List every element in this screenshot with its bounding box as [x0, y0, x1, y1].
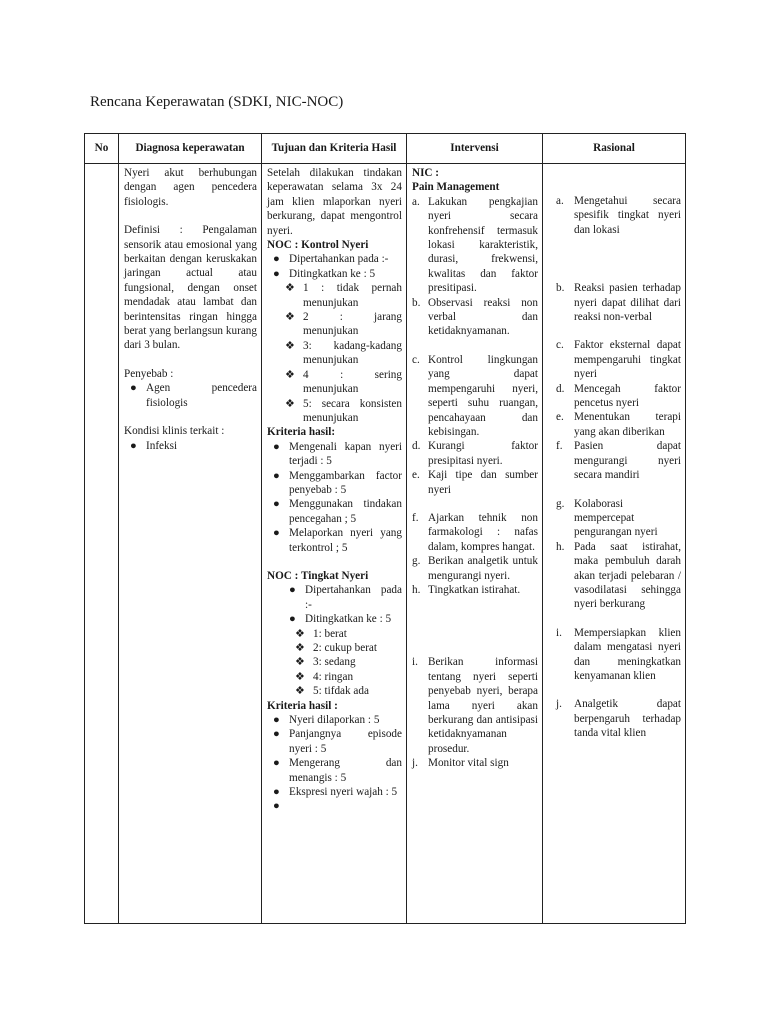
- list-item: [267, 339, 402, 368]
- list-item: [267, 713, 402, 727]
- intervensi-item: Berikan informasi tentang nyeri seperti penyebab nyeri, berapa lama nyeri akan berkurang dan antisipasi ketidaknyamanan prosedur.: [428, 656, 538, 755]
- rasional-item: Analgetik dapat berpengaruh terhadap tanda vital klien: [574, 698, 681, 740]
- intervensi-item: Kurangi faktor presipitasi nyeri.: [428, 440, 538, 467]
- diamond-bullet-icon: ❖: [285, 311, 296, 324]
- bullet-icon: ●: [273, 527, 280, 540]
- list-item: [267, 785, 402, 799]
- list-item: [548, 382, 681, 411]
- kriteria-item: Melaporkan nyeri yang terkontrol ; 5: [289, 527, 402, 554]
- list-item: [548, 439, 681, 482]
- bullet-icon: ●: [273, 800, 280, 813]
- scale-item: 1: berat: [313, 627, 347, 640]
- list-item: [412, 195, 538, 296]
- diamond-bullet-icon: ❖: [295, 685, 306, 698]
- diamond-bullet-icon: ❖: [295, 642, 306, 654]
- item-marker: d.: [556, 382, 565, 395]
- kriteria-hasil-title: Kriteria hasil:: [267, 426, 336, 439]
- list-item: [412, 439, 538, 468]
- list-item: [412, 554, 538, 583]
- noc-kontrol-nyeri-title: NOC : Kontrol Nyeri: [267, 239, 369, 252]
- scale-item: 2 : jarang menunjukan: [303, 311, 402, 338]
- list-item: [267, 310, 402, 339]
- rasional-item: Pada saat istirahat, maka pembuluh darah akan terjadi pelebaran / vasodilatasi sehingga nyeri berkurang: [574, 540, 681, 611]
- list-item: [124, 381, 257, 410]
- bullet-icon: ●: [289, 613, 296, 626]
- item-marker: a.: [412, 195, 420, 208]
- cell-no: [85, 164, 119, 924]
- bullet-icon: ●: [273, 786, 280, 799]
- list-item: [412, 655, 538, 756]
- list-item: [267, 368, 402, 397]
- scale-item: 5: secara konsisten menunjukan: [303, 397, 402, 424]
- intervensi-item: Observasi reaksi non verbal dan ketidaknyamanan.: [428, 296, 538, 338]
- intervensi-item: Kontrol lingkungan yang dapat mempengaruhi nyeri, seperti suhu ruangan, pencahayaan dan kebisingan.: [428, 353, 538, 438]
- list-item: [267, 526, 402, 555]
- list-item: [267, 727, 402, 756]
- list-item: [412, 353, 538, 439]
- kriteria-item: Panjangnya episode nyeri : 5: [289, 728, 402, 755]
- item-marker: i.: [412, 656, 418, 669]
- kriteria-item: [289, 799, 402, 813]
- cell-diagnosa: [119, 164, 262, 924]
- diagnosa-statement: Nyeri akut berhubungan dengan agen pencedera fisiologis.: [124, 167, 257, 208]
- rasional-item: Mengetahui secara spesifik tingkat nyeri dan lokasi: [574, 195, 681, 236]
- list-item: [267, 469, 402, 498]
- list-item: [548, 410, 681, 439]
- list-item: [412, 468, 538, 497]
- diagnosa-definition: Definisi : Pengalaman sensorik atau emosional yang berkaitan dengan keruskakan jaringan actual atau fungsional, dengan onset mendadak atau lambat dan berintensitas ringan hingga berat yang berlangsun kurang dari 3 bulan.: [124, 224, 257, 352]
- item-marker: g.: [556, 497, 565, 510]
- list-item: [267, 627, 402, 641]
- kriteria-item: Mengenali kapan nyeri terjadi : 5: [289, 440, 402, 468]
- nic-title: NIC :: [412, 167, 440, 179]
- list-item: [548, 281, 681, 324]
- bullet-icon: ●: [273, 267, 280, 280]
- list-item: [267, 440, 402, 469]
- list-item: [548, 697, 681, 740]
- list-item: [548, 194, 681, 237]
- list-item: [267, 641, 402, 655]
- intervensi-item: Monitor vital sign: [428, 757, 509, 770]
- rasional-item: Menentukan terapi yang akan diberikan: [574, 411, 681, 438]
- diamond-bullet-icon: ❖: [295, 627, 306, 640]
- bullet-icon: ●: [130, 439, 137, 452]
- bullet-icon: ●: [273, 253, 280, 266]
- list-item: [267, 799, 402, 813]
- kriteria-item: Menggambarkan factor penyebab : 5: [289, 469, 402, 496]
- scale-item: 4 : sering menunjukan: [303, 368, 402, 396]
- rasional-item: Kolaborasi mempercepat pengurangan nyeri: [574, 497, 658, 539]
- intervensi-item: Kaji tipe dan sumber nyeri: [428, 469, 538, 496]
- bullet-icon: ●: [273, 440, 280, 453]
- item-marker: h.: [556, 540, 565, 553]
- diamond-bullet-icon: ❖: [285, 397, 296, 410]
- list-item: [548, 338, 681, 381]
- list-item: [267, 583, 402, 612]
- list-item: [267, 756, 402, 785]
- scale-item: 2: cukup berat: [313, 642, 377, 654]
- item-marker: a.: [556, 195, 564, 207]
- item-marker: f.: [556, 440, 563, 453]
- item-marker: g.: [412, 555, 421, 568]
- cell-rasional: [543, 164, 686, 924]
- list-item: [267, 397, 402, 426]
- item-marker: d.: [412, 440, 421, 453]
- noc2-ditingkatkan: Ditingkatkan ke : 5: [305, 613, 392, 626]
- bullet-icon: ●: [273, 714, 280, 727]
- item-marker: e.: [412, 469, 420, 482]
- scale-item: 3: sedang: [313, 656, 356, 669]
- cell-intervensi: [407, 164, 543, 924]
- list-item: [267, 670, 402, 684]
- tujuan-intro: Setelah dilakukan tindakan keperawatan selama 3x 24 jam klien mlaporkan nyeri berkurang, dapat mengontrol nyeri.: [267, 167, 402, 237]
- kriteria-item: Mengerang dan menangis : 5: [289, 757, 402, 784]
- kriteria-item: Menggunakan tindakan pencegahan ; 5: [289, 498, 402, 525]
- list-item: [124, 439, 257, 453]
- item-marker: j.: [412, 757, 418, 770]
- intervensi-item: Tingkatkan istirahat.: [428, 583, 521, 596]
- cell-tujuan: [262, 164, 407, 924]
- kriteria-item: Ekspresi nyeri wajah : 5: [289, 786, 398, 799]
- rasional-item: Faktor eksternal dapat mempengaruhi tingkat nyeri: [574, 339, 681, 381]
- header-tujuan: Tujuan dan Kriteria Hasil: [262, 134, 407, 164]
- intervensi-item: Ajarkan tehnik non farmakologi : nafas dalam, kompres hangat.: [428, 511, 538, 553]
- diamond-bullet-icon: ❖: [285, 282, 296, 295]
- list-item: [412, 296, 538, 339]
- page-title: Rencana Keperawatan (SDKI, NIC-NOC): [90, 94, 344, 110]
- rasional-item: Mencegah faktor pencetus nyeri: [574, 382, 681, 410]
- kondisi-label: Kondisi klinis terkait :: [124, 425, 225, 438]
- item-marker: c.: [412, 353, 420, 366]
- intervensi-item: Berikan analgetik untuk mengurangi nyeri.: [428, 555, 538, 582]
- item-marker: j.: [556, 698, 562, 711]
- list-item: [267, 252, 402, 266]
- penyebab-item: Agen pencedera fisiologis: [146, 382, 257, 409]
- header-diagnosa: Diagnosa keperawatan: [119, 134, 262, 164]
- list-item: [267, 497, 402, 526]
- noc1-ditingkatkan: Ditingkatkan ke : 5: [289, 267, 376, 280]
- noc1-dipertahankan: Dipertahankan pada :-: [289, 253, 389, 266]
- scale-item: 1 : tidak pernah menunjukan: [303, 282, 402, 309]
- bullet-icon: ●: [273, 728, 280, 741]
- list-item: [267, 684, 402, 698]
- list-item: [412, 583, 538, 597]
- list-item: [267, 655, 402, 669]
- care-plan-table: [84, 133, 686, 924]
- bullet-icon: ●: [130, 382, 137, 395]
- diamond-bullet-icon: ❖: [285, 339, 296, 352]
- list-item: [412, 511, 538, 554]
- bullet-icon: ●: [273, 757, 280, 770]
- list-item: [267, 612, 402, 626]
- kondisi-item: Infeksi: [146, 439, 178, 452]
- rasional-item: Reaksi pasien terhadap nyeri dapat dilihat dari reaksi non-verbal: [574, 282, 681, 324]
- table-row: [85, 164, 686, 924]
- noc2-dipertahankan: Dipertahankan pada :-: [305, 584, 402, 611]
- intervensi-item: Lakukan pengkajian nyeri secara konfrehensif termasuk lokasi karakteristik, durasi, frekwensi, kwalitas dan faktor presitipasi.: [428, 195, 538, 295]
- item-marker: c.: [556, 339, 564, 352]
- kriteria-hasil-title: Kriteria hasil :: [267, 699, 338, 712]
- table-header-row: [85, 134, 686, 164]
- list-item: [412, 756, 538, 770]
- item-marker: b.: [412, 296, 421, 309]
- list-item: [548, 540, 681, 612]
- list-item: [267, 267, 402, 281]
- item-marker: i.: [556, 626, 562, 639]
- scale-item: 3: kadang-kadang menunjukan: [303, 339, 402, 367]
- header-intervensi: Intervensi: [407, 134, 543, 164]
- item-marker: f.: [412, 511, 419, 524]
- bullet-icon: ●: [273, 498, 280, 511]
- scale-item: 4: ringan: [313, 670, 354, 683]
- diamond-bullet-icon: ❖: [295, 670, 306, 683]
- header-no: No: [85, 134, 119, 164]
- list-item: [548, 497, 681, 540]
- bullet-icon: ●: [289, 584, 296, 597]
- rasional-item: Mempersiapkan klien dalam mengatasi nyeri dan meningkatkan kenyamanan klien: [574, 626, 681, 682]
- noc-tingkat-nyeri-title: NOC : Tingkat Nyeri: [267, 569, 369, 582]
- kriteria-item: Nyeri dilaporkan : 5: [289, 714, 380, 727]
- diamond-bullet-icon: ❖: [295, 656, 306, 669]
- rasional-item: Pasien dapat mengurangi nyeri secara mandiri: [574, 440, 681, 482]
- scale-item: 5: tifdak ada: [313, 685, 369, 698]
- list-item: [548, 626, 681, 684]
- nic-subtitle: Pain Management: [412, 181, 500, 194]
- item-marker: b.: [556, 282, 565, 295]
- penyebab-label: Penyebab :: [124, 367, 174, 380]
- item-marker: e.: [556, 411, 564, 424]
- bullet-icon: ●: [273, 469, 280, 482]
- item-marker: h.: [412, 583, 421, 596]
- diamond-bullet-icon: ❖: [285, 368, 296, 381]
- header-rasional: Rasional: [543, 134, 686, 164]
- list-item: [267, 281, 402, 310]
